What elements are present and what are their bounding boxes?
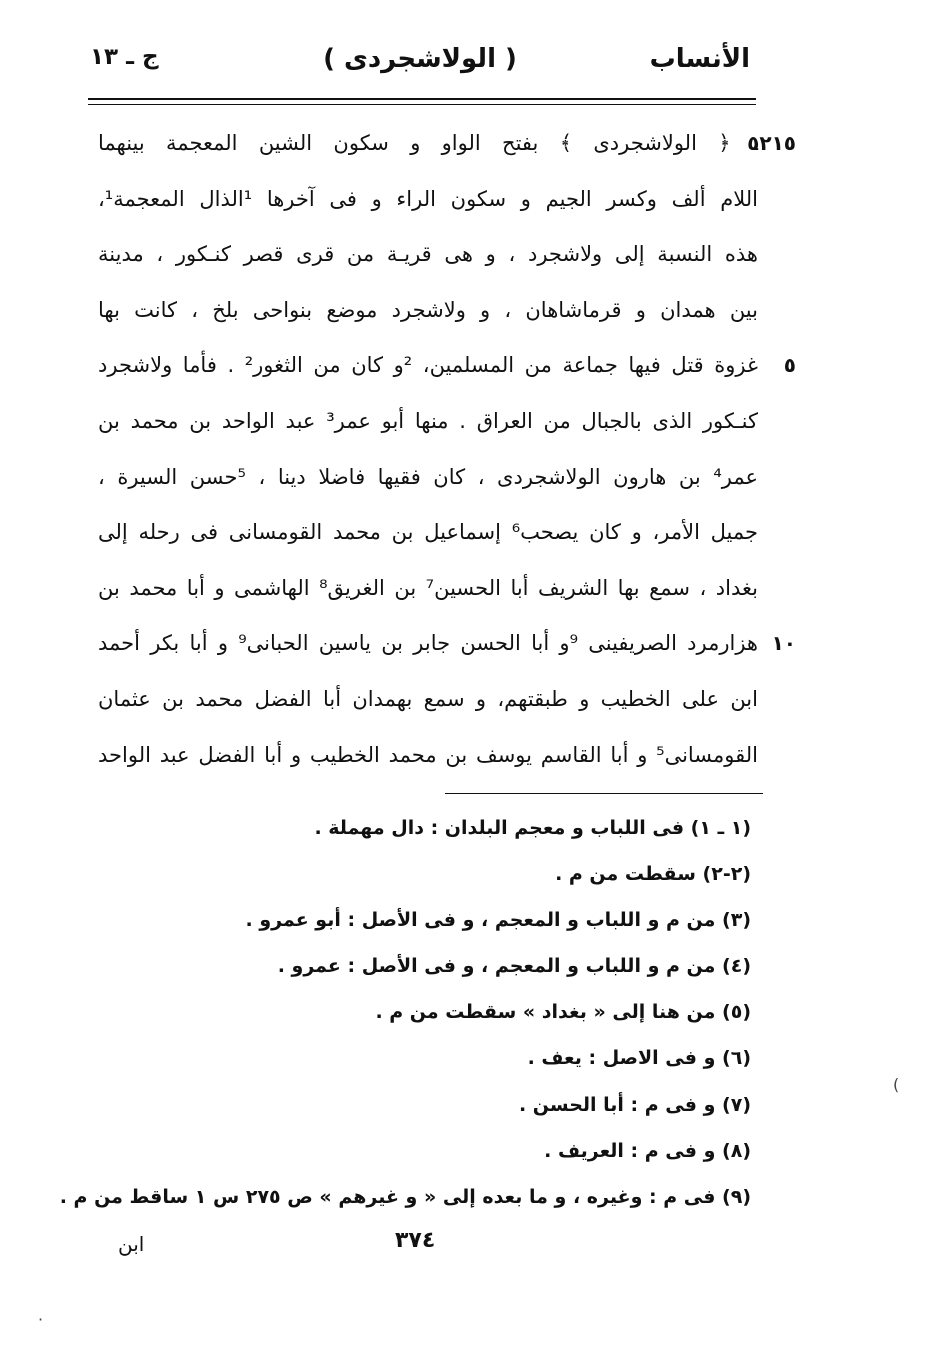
footnote: (٩) فى م : وغيره ، و ما بعده إلى « و غيرهم » ص ٢٧٥ س ١ ساقط من م . <box>59 1185 751 1208</box>
footnote: (٧) و فى م : أبا الحسن . <box>518 1093 751 1116</box>
line-text: القومسانى⁵ و أبا القاسم يوسف بن محمد الخطيب و أبا الفضل عبد الواحد <box>98 742 758 767</box>
line-text: كنـكور الذى بالجبال من العراق . منها أبو عمر³ عبد الواحد بن محمد بن <box>98 408 758 433</box>
header-rule-thick <box>88 98 756 100</box>
header-rule-thin <box>88 104 756 105</box>
footnote: (٥) من هنا إلى « بغداد » سقطت من م . <box>375 1001 751 1024</box>
margin-mark: ) <box>893 1075 900 1094</box>
text-line <box>98 396 758 452</box>
text-line <box>98 118 796 174</box>
running-title: الأنساب <box>649 44 750 74</box>
text-line <box>98 563 758 619</box>
line-text: بغداد ، سمع بها الشريف أبا الحسين⁷ بن الغريق⁸ الهاشمى و أبا محمد بن <box>98 575 758 600</box>
volume-number: ج ـ ١٣ <box>90 44 159 70</box>
text-line <box>98 507 758 563</box>
text-line <box>98 174 758 230</box>
text-line <box>98 229 758 285</box>
line-text: غزوة قتل فيها جماعة من المسلمين، ²و كان من الثغور² . فأما ولاشجرد <box>98 353 758 378</box>
catchword: ابن <box>118 1232 145 1256</box>
line-text: عمر⁴ بن هارون الولاشجردى ، كان فقيها فاضلا دينا ، ⁵حسن السيرة ، <box>98 464 758 489</box>
line-text: هزارمرد الصريفينى ⁹و أبا الحسن جابر بن ياسين الحبانى⁹ و أبا بكر أحمد <box>98 631 758 656</box>
footnote: (٤) من م و اللباب و المعجم ، و فى الأصل : عمرو . <box>277 955 751 978</box>
footnote: (٨) و فى م : العريف . <box>544 1139 751 1162</box>
line-number-marker: ١٠ <box>771 631 796 656</box>
text-line <box>98 452 758 508</box>
text-line <box>98 285 758 341</box>
footnote: (٦) و فى الاصل : يعف . <box>527 1047 751 1070</box>
text-line <box>98 674 758 730</box>
footnote: (٣) من م و اللباب و المعجم ، و فى الأصل : أبو عمرو . <box>245 909 751 932</box>
footnotes <box>59 806 751 1221</box>
footnote-separator <box>445 793 763 794</box>
line-text: هذه النسبة إلى ولاشجرد ، و هى قريـة من قرى قصر كنـكور ، مدينة <box>98 242 758 267</box>
line-text: جميل الأمر، و كان يصحب⁶ إسماعيل بن محمد القومسانى فى رحله إلى <box>98 520 758 545</box>
main-text <box>98 118 796 785</box>
footnote: (١ ـ ١) فى اللباب و معجم البلدان : دال مهملة . <box>314 817 751 839</box>
entry-heading: ( الولاشجردى ) <box>323 44 517 74</box>
footnote: (٢-٢) سقطت من م . <box>555 863 751 886</box>
page-number: ٣٧٤ <box>395 1228 436 1253</box>
text-line <box>98 340 796 396</box>
line-text: اللام ألف وكسر الجيم و سكون الراء و فى آخرها ¹الذال المعجمة¹، <box>98 186 758 211</box>
margin-mark: · <box>38 1310 44 1329</box>
text-line <box>98 730 758 786</box>
page-header <box>90 44 750 84</box>
entry-number: ٥٢١٥ <box>747 131 796 155</box>
line-text: ـ ﴿ الولاشجردى ﴾ بفتح الواو و سكون الشين المعجمة بينهما <box>98 131 758 155</box>
line-text: ابن على الخطيب و طبقتهم، و سمع بهمدان أبا الفضل محمد بن عثمان <box>98 686 758 711</box>
text-line <box>98 618 796 674</box>
line-number-marker: ٥ <box>783 353 796 378</box>
line-text: بين همدان و قرماشاهان ، و ولاشجرد موضع بنواحى بلخ ، كانت بها <box>98 297 758 322</box>
